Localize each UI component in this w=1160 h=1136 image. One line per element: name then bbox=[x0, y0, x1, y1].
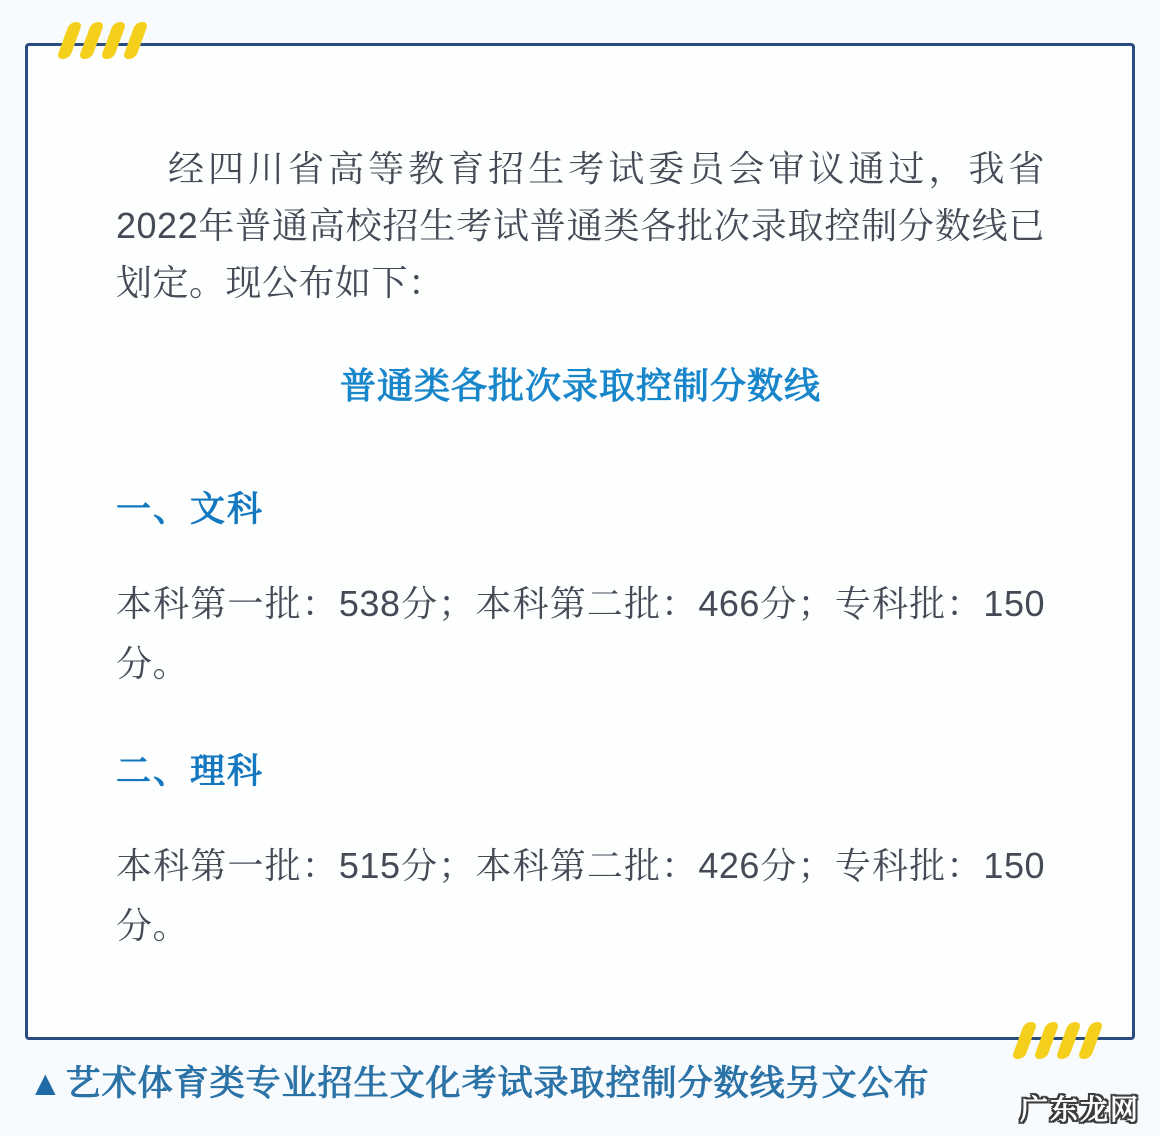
decor-slashes-bottom-right bbox=[1018, 1022, 1097, 1059]
slash-icon bbox=[1077, 1022, 1103, 1059]
watermark: 广东龙网 bbox=[1020, 1094, 1141, 1125]
section-like-title: 二、理科 bbox=[116, 752, 265, 791]
section-like-scores: 本科第一批：515分；本科第二批：426分；专科批：150分。 bbox=[116, 845, 1045, 946]
slash-icon bbox=[100, 22, 126, 59]
slash-icon bbox=[78, 22, 104, 59]
announcement-card bbox=[25, 43, 1135, 1040]
section-wenke bbox=[116, 490, 1045, 694]
section-wenke-scores: 本科第一批：538分；本科第二批：466分；专科批：150分。 bbox=[116, 583, 1045, 684]
decor-slashes-top-left bbox=[63, 22, 142, 59]
intro-paragraph: 经四川省高等教育招生考试委员会审议通过，我省2022年普通高校招生考试普通类各批次录取控制分数线已划定。现公布如下： bbox=[116, 148, 1045, 303]
footer-note-text: 艺术体育类专业招生文化考试录取控制分数线另文公布 bbox=[65, 1064, 930, 1103]
slash-icon bbox=[56, 22, 82, 59]
slash-icon bbox=[1055, 1022, 1081, 1059]
triangle-icon: ▲ bbox=[28, 1064, 64, 1103]
footer-note bbox=[28, 1062, 930, 1106]
slash-icon bbox=[1033, 1022, 1059, 1059]
page-title: 普通类各批次录取控制分数线 bbox=[339, 365, 821, 406]
section-like bbox=[116, 752, 1045, 956]
section-wenke-title: 一、文科 bbox=[116, 490, 265, 529]
